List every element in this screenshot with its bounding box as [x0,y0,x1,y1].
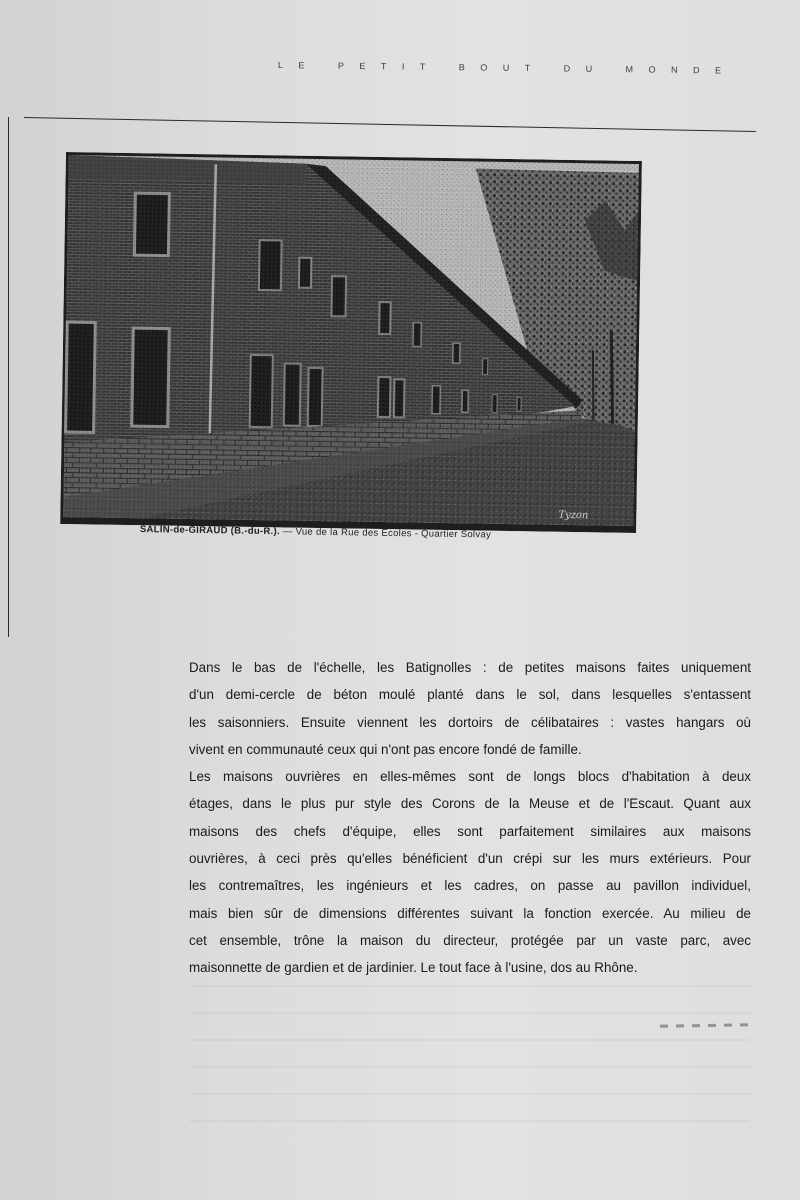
photo-signature: Tyzon [558,509,589,522]
body-line: les saisonniers. Ensuite viennent les dortoirs de célibataires : vastes hangars où [189,714,751,730]
body-line: les contremaîtres, les ingénieurs et les cadres, on passe au pavillon individuel, [189,878,751,894]
body-line: Les maisons ouvrières en elles-mêmes sont de longs blocs d'habitation à deux [189,769,751,785]
body-line: ouvrières, à ceci près qu'elles bénéficient d'un crépi sur les murs extérieurs. Pour [189,851,751,867]
caption-place: SALIN-de-GIRAUD (B.-du-R.). [139,524,281,538]
body-line: mais bien sûr de dimensions différentes suivant la fonction exercée. Au milieu de [189,905,751,921]
body-line: maisonnette de gardien et de jardinier. Le tout face à l'usine, dos au Rhône. [189,960,638,976]
frame-top-rule [24,117,756,132]
body-line: Dans le bas de l'échelle, les Batignolles : de petites maisons faites uniquement [189,660,751,675]
show-through-text [190,985,750,1145]
running-head: LE PETIT BOUT DU MONDE [277,60,737,76]
halftone-overlay [63,155,639,526]
body-line: vivent en communauté ceux qui n'ont pas encore fondé de famille. [189,741,582,757]
body-line: étages, dans le plus pur style des Corons de la Meuse et de l'Escaut. Quant aux [189,796,751,812]
street-photo [60,152,642,533]
body-line: maisons des chefs d'équipe, elles sont parfaitement similaires aux maisons [189,823,751,839]
body-text [189,654,751,982]
body-line: cet ensemble, trône la maison du directeur, protégée par un vaste parc, avec [189,932,751,948]
caption-description: — Vue de la Rue des Ecoles - Quartier Solvay [279,526,492,541]
frame-left-rule [8,117,9,637]
street-photo-image [60,152,642,533]
body-line: d'un demi-cercle de béton moulé planté dans le sol, dans lesquelles s'entassent [189,687,751,703]
